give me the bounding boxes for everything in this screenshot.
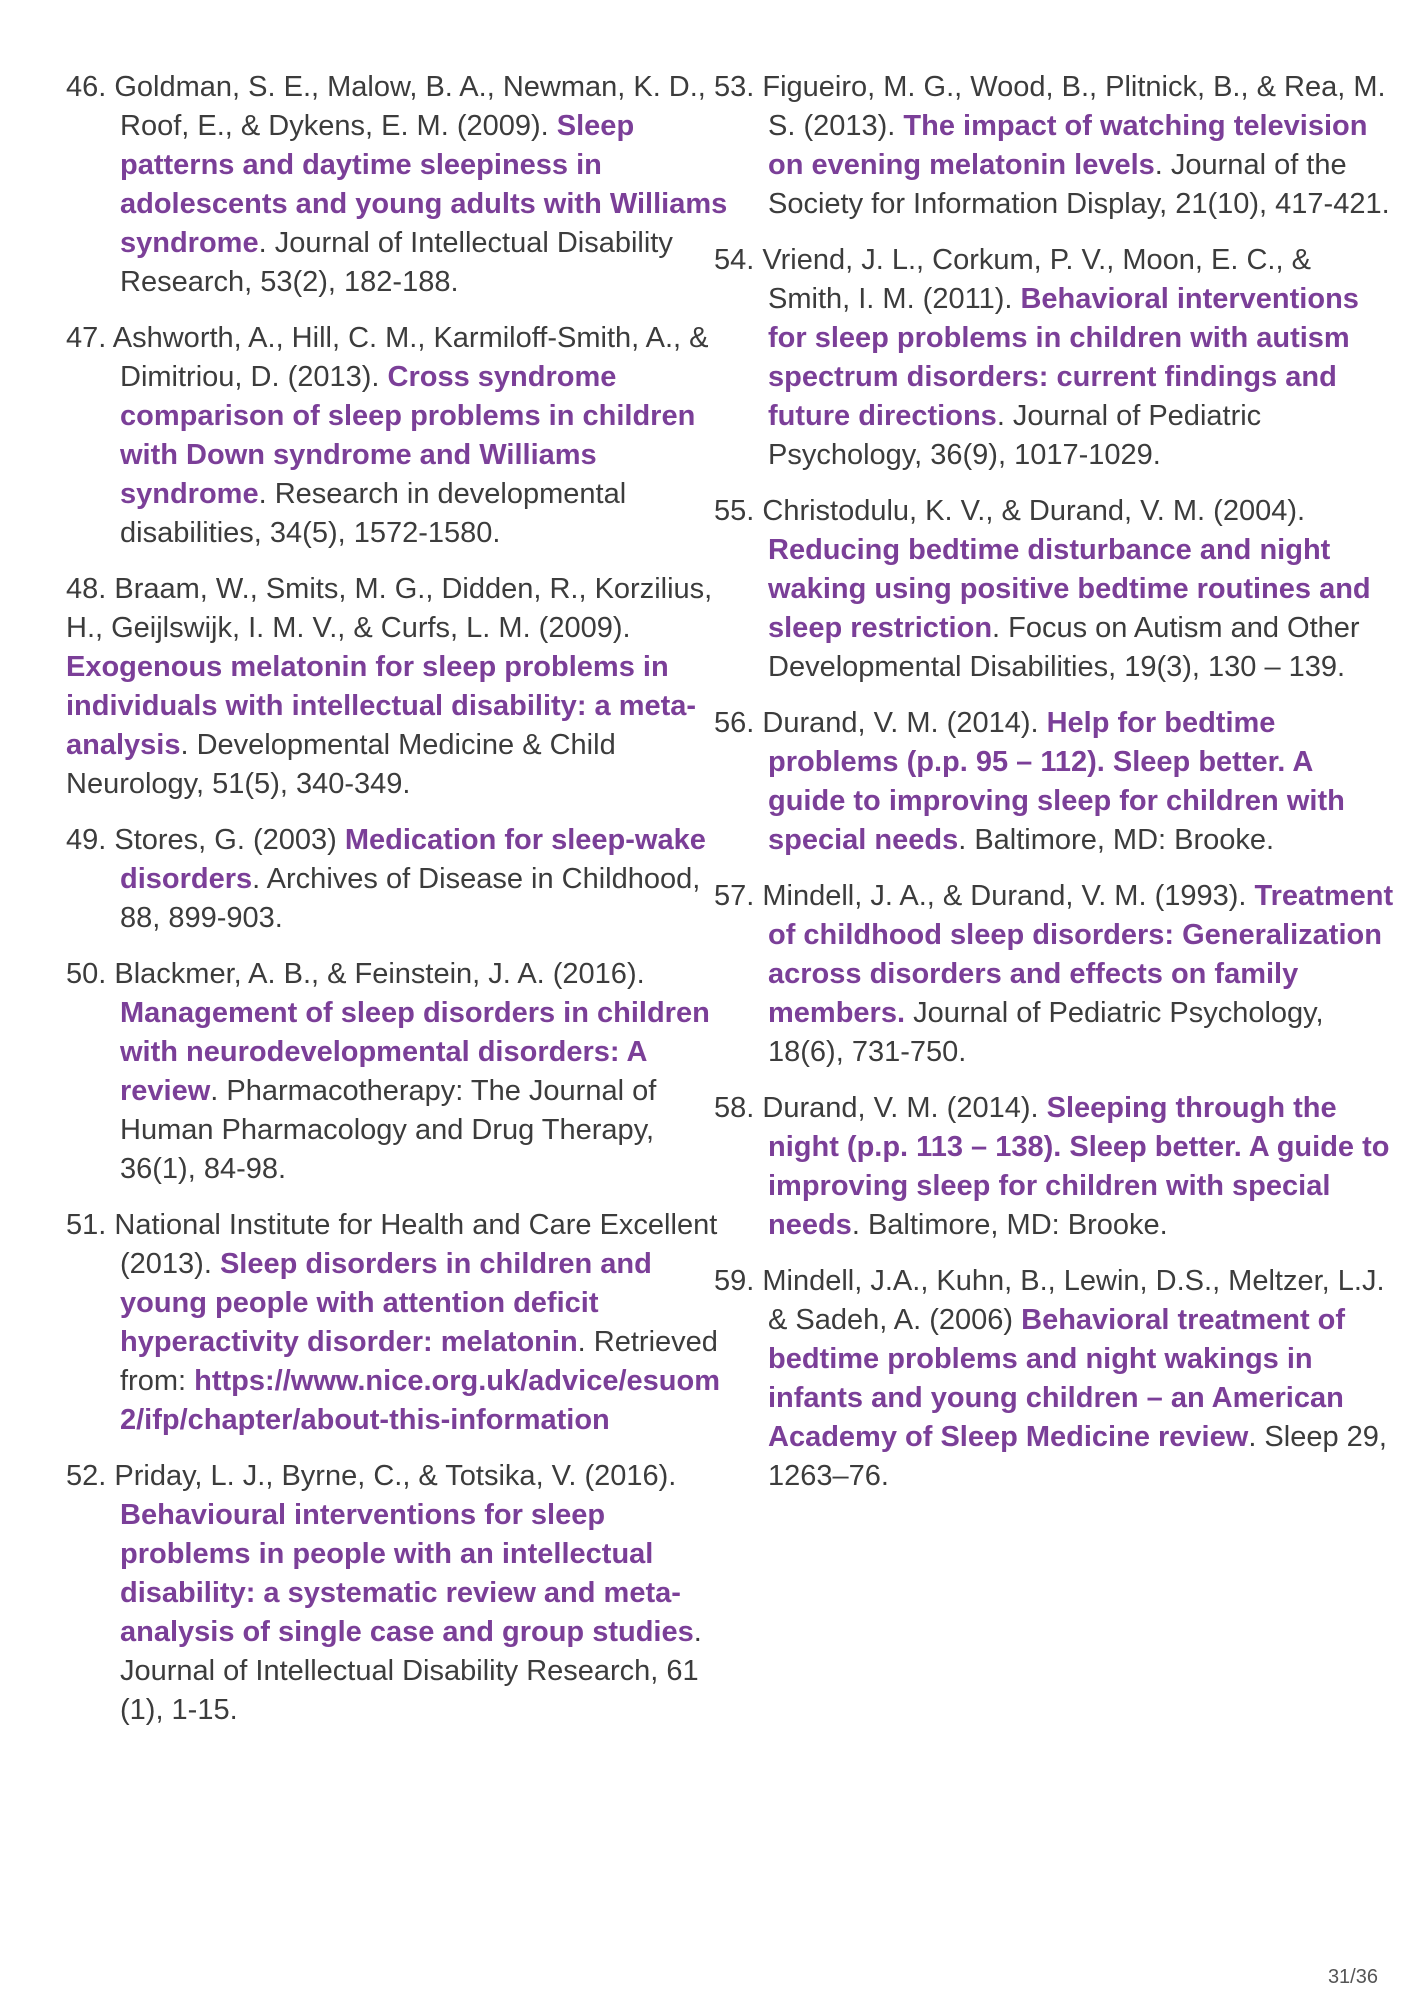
reference-51: 51. National Institute for Health and Care Excellent (2013). Sleep disorders in children and young people with attention deficit hyperactivity disorder: melatonin. Retrieved from: https://www.nice.org.uk/advice/esuom2/ifp/chapter/about-this-information [66, 1209, 720, 1436]
reference-title[interactable]: Exogenous melatonin for sleep problems in individuals with intellectual disability: a meta-analysis [66, 651, 697, 761]
reference-58: 58. Durand, V. M. (2014). Sleeping through the night (p.p. 113 – 138). Sleep better. A guide to improving sleep for children with special needs. Baltimore, MD: Brooke. [714, 1092, 1390, 1241]
reference-52: 52. Priday, L. J., Byrne, C., & Totsika, V. (2016). Behavioural interventions for sleep problems in people with an intellectual disability: a systematic review and meta-analysis of single case and group studies. Journal of Intellectual Disability Research, 61 (1), 1-15. [66, 1460, 702, 1726]
reference-title[interactable]: Cross syndrome comparison of sleep problems in children with Down syndrome and Williams syndrome [120, 361, 696, 510]
reference-title[interactable]: Help for bedtime problems (p.p. 95 – 112). Sleep better. A guide to improving sleep for children with special needs [768, 707, 1345, 856]
references-right-column [714, 68, 1394, 1513]
reference-url-link[interactable]: https://www.nice.org.uk/advice/esuom2/ifp/chapter/about-this-information [120, 1365, 720, 1436]
references-left-column [66, 68, 730, 1747]
reference-title[interactable]: Medication for sleep-wake disorders [120, 824, 706, 895]
reference-title[interactable]: Reducing bedtime disturbance and night waking using positive bedtime routines and sleep restriction [768, 534, 1371, 644]
reference-48: 48. Braam, W., Smits, M. G., Didden, R., Korzilius, H., Geijlswijk, I. M. V., & Curfs, L. M. (2009). Exogenous melatonin for sleep problems in individuals with intellectual disability: a meta-analysis. Developmental Medicine & Child Neurology, 51(5), 340-349. [66, 573, 713, 800]
reference-title[interactable]: Sleep disorders in children and young people with attention deficit hyperactivity disorder: melatonin [120, 1248, 652, 1358]
reference-57: 57. Mindell, J. A., & Durand, V. M. (1993). Treatment of childhood sleep disorders: Generalization across disorders and effects on family members. Journal of Pediatric Psychology, 18(6), 731-750. [714, 880, 1394, 1068]
reference-50: 50. Blackmer, A. B., & Feinstein, J. A. (2016). Management of sleep disorders in children with neurodevelopmental disorders: A review. Pharmacotherapy: The Journal of Human Pharmacology and Drug Therapy, 36(1), 84-98. [66, 958, 710, 1185]
reference-46: 46. Goldman, S. E., Malow, B. A., Newman, K. D., Roof, E., & Dykens, E. M. (2009). Sleep patterns and daytime sleepiness in adolescents and young adults with Williams syndrome. Journal of Intellectual Disability Research, 53(2), 182-188. [66, 71, 728, 298]
reference-53: 53. Figueiro, M. G., Wood, B., Plitnick, B., & Rea, M. S. (2013). The impact of watching television on evening melatonin levels. Journal of the Society for Information Display, 21(10), 417-421. [714, 71, 1390, 220]
reference-title[interactable]: Management of sleep disorders in children with neurodevelopmental disorders: A review [120, 997, 710, 1107]
reference-59: 59. Mindell, J.A., Kuhn, B., Lewin, D.S., Meltzer, L.J. & Sadeh, A. (2006) Behavioral treatment of bedtime problems and night wakings in infants and young children – an American Academy of Sleep Medicine review. Sleep 29, 1263–76. [714, 1265, 1387, 1492]
reference-54: 54. Vriend, J. L., Corkum, P. V., Moon, E. C., & Smith, I. M. (2011). Behavioral interventions for sleep problems in children with autism spectrum disorders: current findings and future directions. Journal of Pediatric Psychology, 36(9), 1017-1029. [714, 244, 1359, 471]
reference-title[interactable]: Behavioral treatment of bedtime problems and night wakings in infants and young children – an American Academy of Sleep Medicine review [768, 1304, 1346, 1453]
reference-title[interactable]: Behavioral interventions for sleep problems in children with autism spectrum disorders: current findings and future directions [768, 283, 1359, 432]
reference-title[interactable]: Sleep patterns and daytime sleepiness in adolescents and young adults with Williams syndrome [120, 110, 728, 259]
reference-56: 56. Durand, V. M. (2014). Help for bedtime problems (p.p. 95 – 112). Sleep better. A guide to improving sleep for children with special needs. Baltimore, MD: Brooke. [714, 707, 1345, 856]
page-number: 31/36 [1327, 1966, 1378, 1988]
reference-49: 49. Stores, G. (2003) Medication for sleep-wake disorders. Archives of Disease in Childhood, 88, 899-903. [66, 824, 706, 934]
reference-title[interactable]: Sleeping through the night (p.p. 113 – 138). Sleep better. A guide to improving sleep for children with special needs [768, 1092, 1390, 1241]
reference-55: 55. Christodulu, K. V., & Durand, V. M. (2004). Reducing bedtime disturbance and night waking using positive bedtime routines and sleep restriction. Focus on Autism and Other Developmental Disabilities, 19(3), 130 – 139. [714, 495, 1371, 683]
reference-title[interactable]: The impact of watching television on evening melatonin levels [768, 110, 1368, 181]
reference-title[interactable]: Behavioural interventions for sleep problems in people with an intellectual disability: a systematic review and meta-analysis of single case and group studies [120, 1499, 694, 1648]
reference-47: 47. Ashworth, A., Hill, C. M., Karmiloff-Smith, A., & Dimitriou, D. (2013). Cross syndrome comparison of sleep problems in children with Down syndrome and Williams syndrome. Research in developmental disabilities, 34(5), 1572-1580. [66, 322, 709, 549]
reference-title[interactable]: Treatment of childhood sleep disorders: Generalization across disorders and effects on family members. [768, 880, 1394, 1029]
